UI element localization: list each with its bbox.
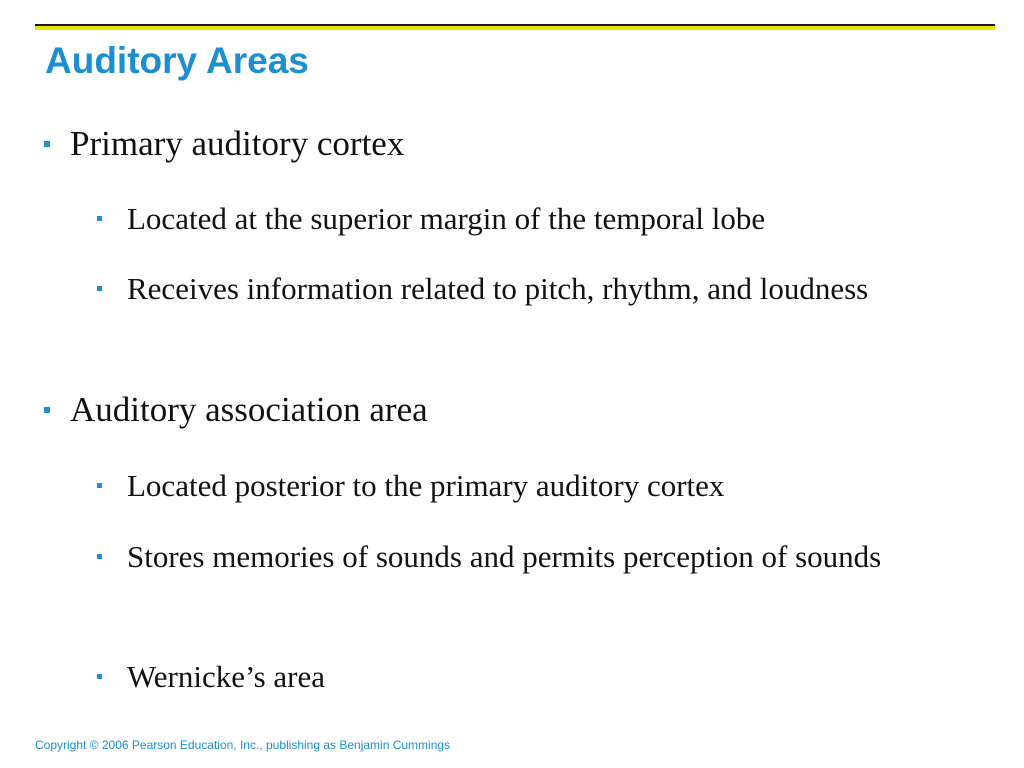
bullet-text: Auditory association area (70, 390, 428, 429)
bullet-text: Primary auditory cortex (70, 124, 405, 163)
square-bullet-icon (97, 674, 102, 679)
sub-bullet-primary-location (127, 196, 947, 242)
sub-bullet-text: Wernicke’s area (127, 659, 326, 694)
square-bullet-icon (97, 286, 102, 291)
square-bullet-icon (44, 407, 50, 413)
copyright-footer: Copyright © 2006 Pearson Education, Inc., publishing as Benjamin Cummings (35, 738, 451, 752)
sub-bullet-association-function (127, 534, 947, 580)
slide-title: Auditory Areas (45, 40, 309, 81)
bullet-primary-auditory-cortex (70, 124, 970, 164)
square-bullet-icon (97, 554, 102, 559)
square-bullet-icon (97, 216, 102, 221)
sub-bullet-text: Located posterior to the primary auditory cortex (127, 468, 725, 503)
square-bullet-icon (44, 141, 50, 147)
title-rule (35, 24, 995, 30)
square-bullet-icon (97, 483, 102, 488)
bullet-auditory-association-area (70, 390, 970, 430)
sub-bullet-association-location (127, 463, 947, 509)
sub-bullet-primary-function (127, 266, 947, 312)
sub-bullet-wernickes-area (127, 654, 947, 700)
sub-bullet-text: Stores memories of sounds and permits perception of sounds (127, 539, 882, 574)
sub-bullet-text: Located at the superior margin of the temporal lobe (127, 201, 766, 236)
sub-bullet-text: Receives information related to pitch, rhythm, and loudness (127, 271, 869, 306)
